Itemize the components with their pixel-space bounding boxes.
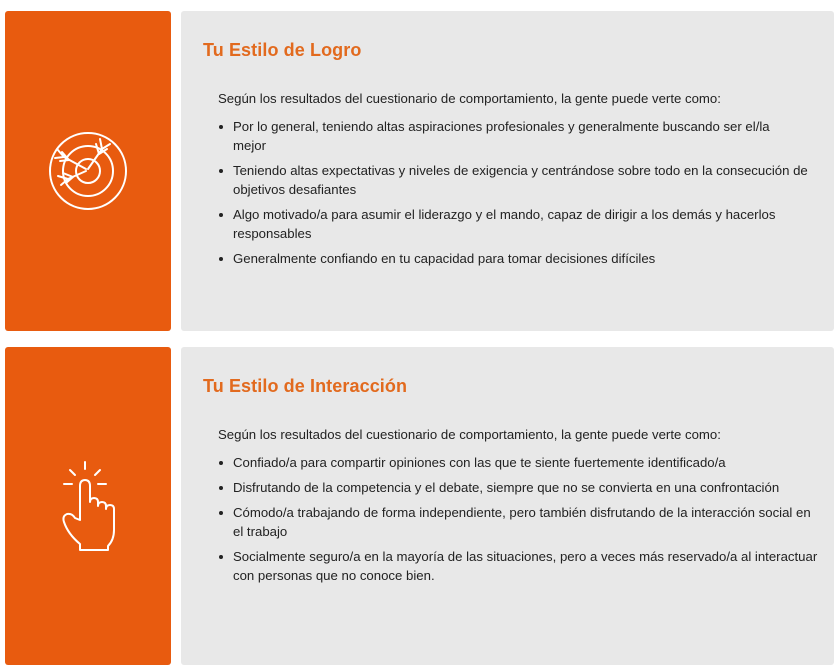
list-item: Generalmente confiando en tu capacidad para tomar decisiones difíciles [218,249,818,268]
list-item: Socialmente seguro/a en la mayoría de las situaciones, pero a veces más reservado/a al interactuar con personas que no conoce bien. [218,547,818,585]
list-item: Disfrutando de la competencia y el debate, siempre que no se convierta en una confrontación [218,478,818,497]
interaction-icon-panel [5,347,171,665]
interaction-style-section [5,347,834,665]
achievement-content-panel [181,11,834,331]
section-title: Tu Estilo de Logro [203,40,362,60]
list-item: Teniendo altas expectativas y niveles de exigencia y centrándose sobre todo en la consecución de objetivos desafiantes [218,161,818,199]
list-item: Por lo general, teniendo altas aspiraciones profesionales y generalmente buscando ser el/la mejor [218,117,818,155]
section-intro: Según los resultados del cuestionario de comportamiento, la gente puede verte como: [218,91,721,106]
list-item: Confiado/a para compartir opiniones con las que te siente fuertemente identificado/a [218,453,818,472]
pointing-hand-icon [56,460,120,552]
trait-list [218,117,818,274]
interaction-content-panel [181,347,834,665]
achievement-style-section [5,11,834,331]
achievement-icon-panel [5,11,171,331]
list-item: Cómodo/a trabajando de forma independiente, pero también disfrutando de la interacción social en el trabajo [218,503,818,541]
target-with-arrows-icon [46,129,130,213]
trait-list [218,453,818,591]
section-intro: Según los resultados del cuestionario de comportamiento, la gente puede verte como: [218,427,721,442]
section-title: Tu Estilo de Interacción [203,376,408,396]
list-item: Algo motivado/a para asumir el liderazgo y el mando, capaz de dirigir a los demás y hacerlos responsables [218,205,818,243]
